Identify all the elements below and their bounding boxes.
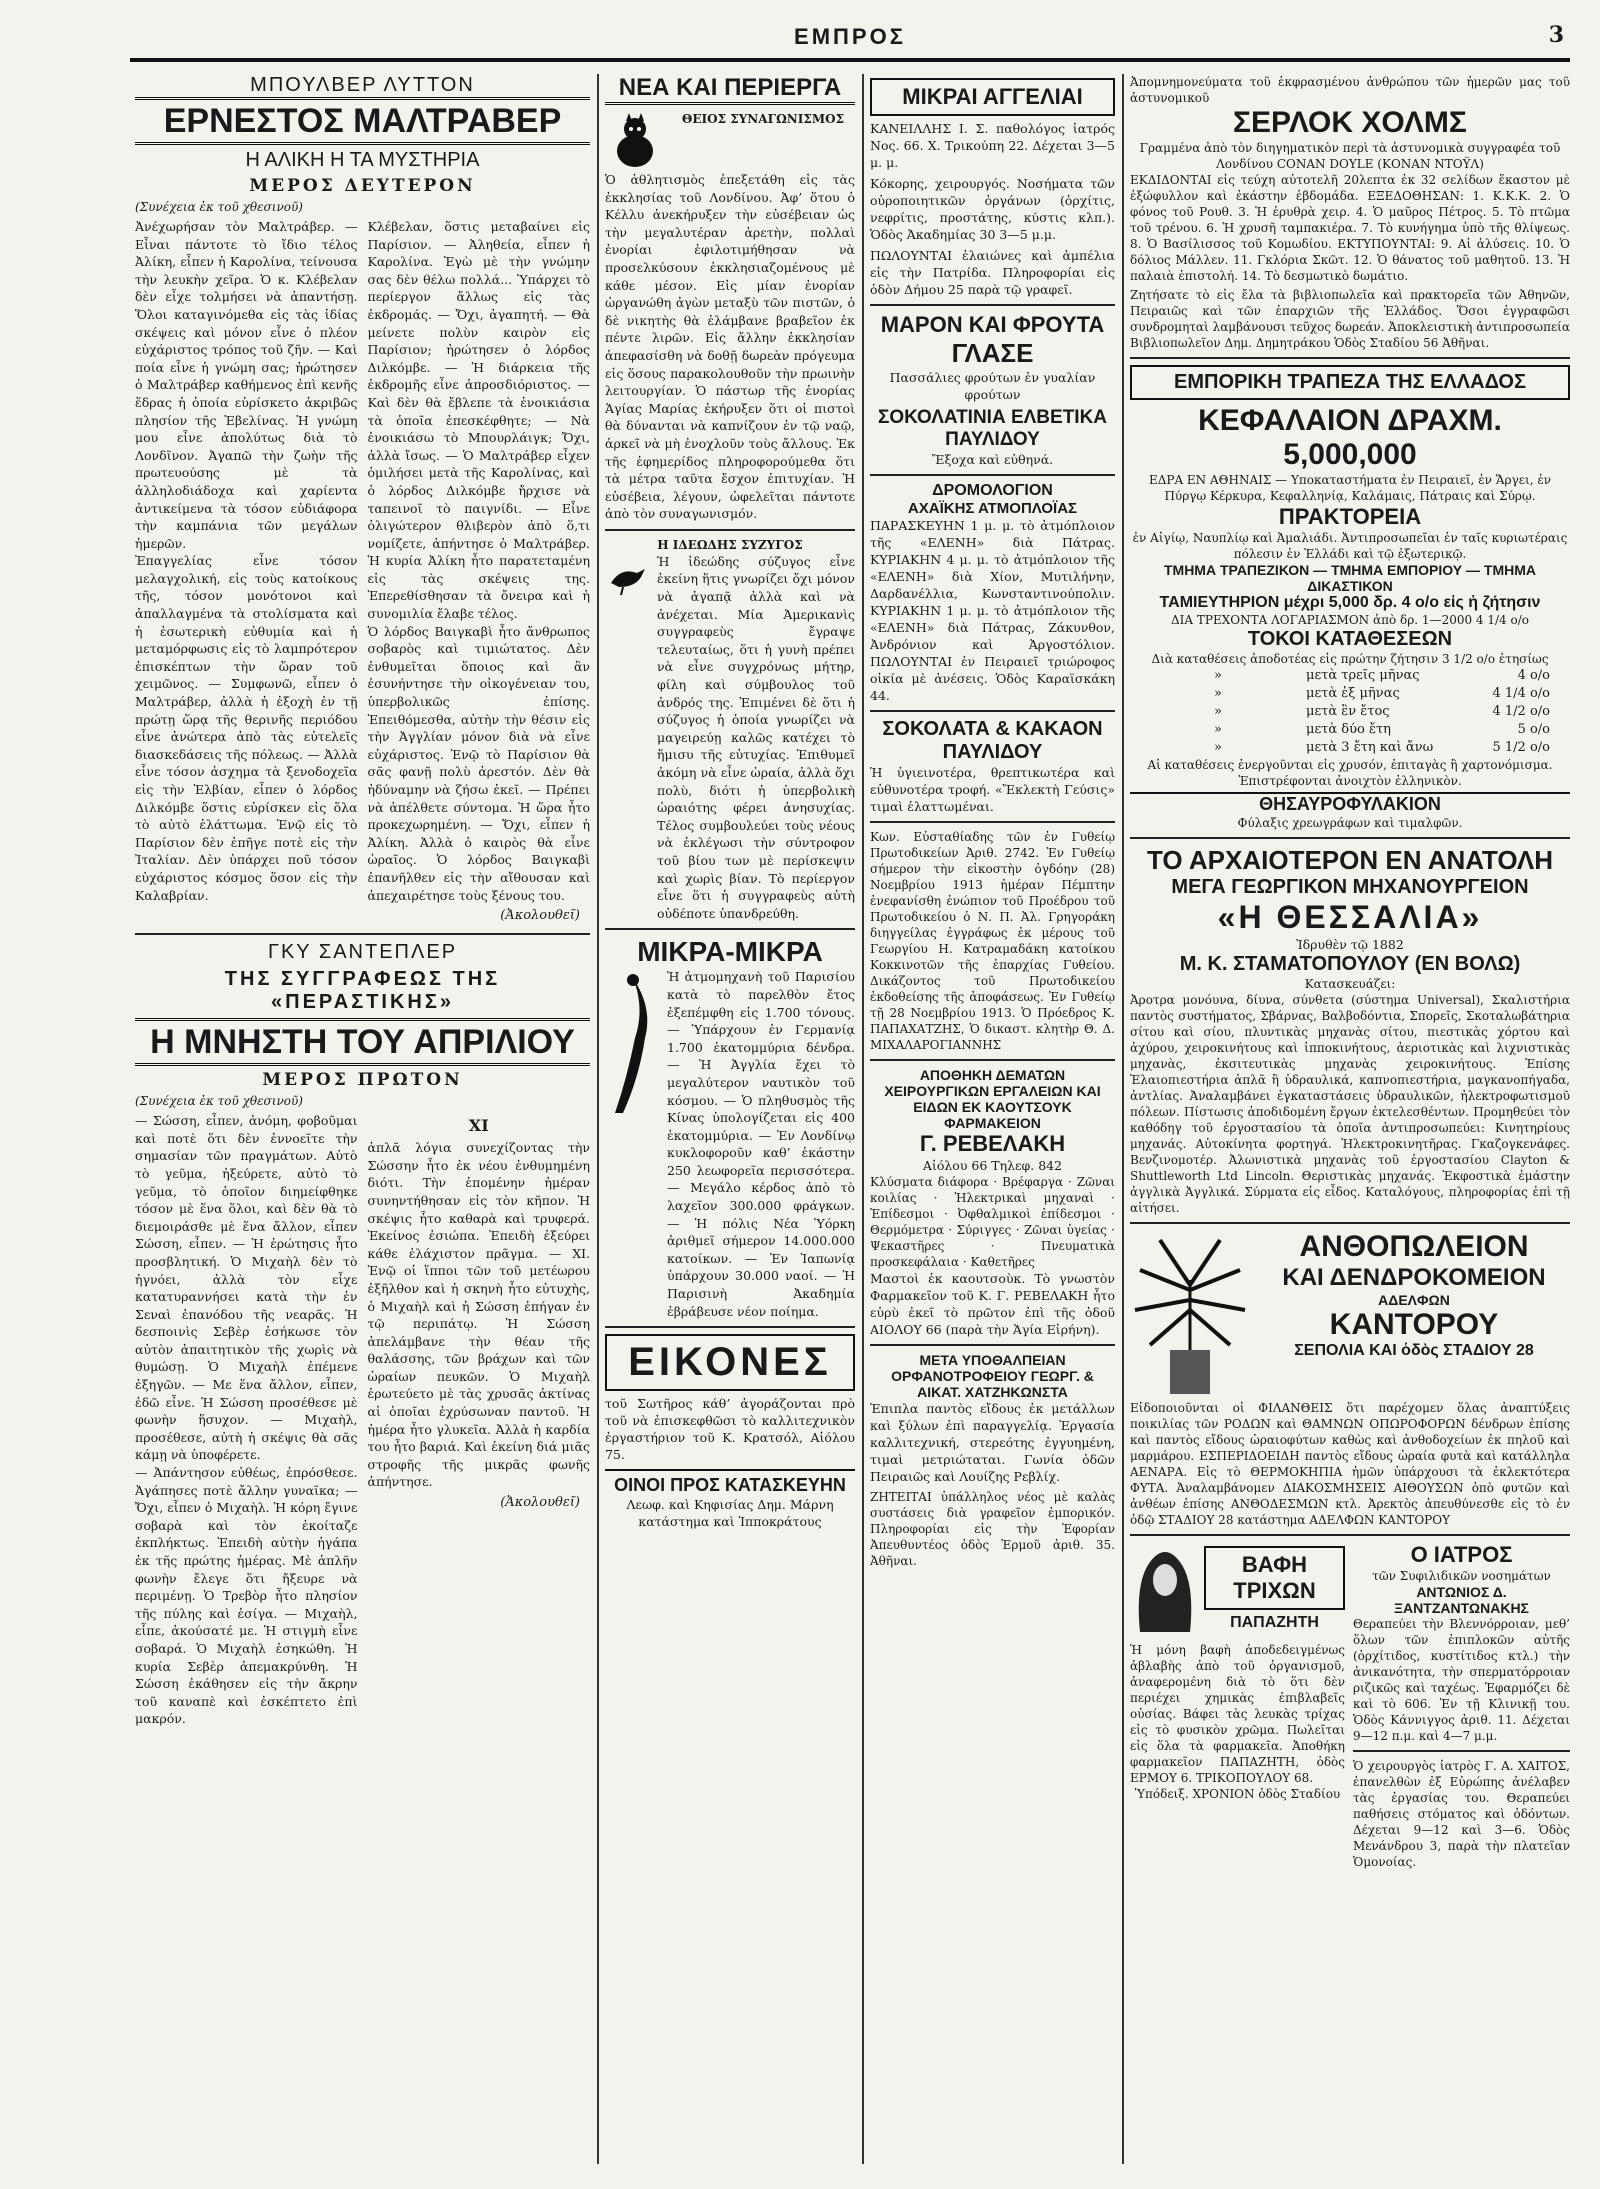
ad4-text: Πασσάλιες φρούτων ἐν γυαλίαν φρούτων [889,370,1096,402]
interest-cell: 5 1/2 ο/ο [1492,740,1550,755]
page-number: 3 [1548,22,1564,48]
item2-text: Ἡ ἰδεώδης σύζυγος εἶνε ἐκείνη ἥτις γνωρίζει ὄχι μόνον νὰ ἀγαπᾷ ἀλλὰ καὶ νὰ ἀνέχεται. Μία Ἀμερικανὶς συγγραφεὺς ἔγραψε τελευταίως, ὅτι ἡ γυνὴ πρέπει νὰ εἶνε συγχρόνως μήτηρ, φίλη καὶ σύμβουλος τοῦ ἀνδρός της. Ἐπιμένει δὲ ὅτι ἡ σύζυγος ἡ ὁποία γνωρίζει νὰ μαγειρεύῃ καλῶς κατέχει τὸ ἥμισυ τῆς εὐτυχίας. Ἐπιθυμεῖ ἀκόμη νὰ εἶνε ὡραία, ἀλλὰ ὄχι πολὺ, διότι ἡ ὑπερβολικὴ ὡραιότης φέρει ἀνησυχίας. Τέλος συμβουλεύει τοὺς νέους νὰ ἐκλέγωσι τὴν σύντροφον τοῦ βίου των μὲ περίσκεψιν καὶ χωρὶς βίαν. Τὸ περίεργον εἶνε ὅτι ἡ συγγραφεὺς αὐτὴ οὐδέποτε ὑπανδρεύθη. [657,553,855,921]
item1-text: Ὁ ἀθλητισμὸς ἐπεξετάθη εἰς τὰς ἐκκλησίας τοῦ Λονδίνου. Ἀφ’ ὅτου ὁ Κέλλυ ἀνεκήρυξεν τὴν εὐσέβειαν ὡς τὴν μεγαλυτέραν ἀρετὴν, πολλαὶ ἐνορίαι ἐφιλοτιμήθησαν νὰ προσελκύσουν ἐκκλησιαζομένους μὲ κάθε μέσον. Εἰς μίαν ἐνορίαν ὠργανώθη ἀγὼν μεταξὺ τῶν πιστῶν, ὁ δὲ νικητὴς θὰ ἐλάμβανε βραβεῖον ἐκ πέντε λιρῶν. Εἰς ἄλλην ἐκκλησίαν ἀπεφασίσθη νὰ δοθῇ δωρεὰν πρόγευμα εἰς ὅσους παρακολουθοῦν τὴν πρωινὴν λειτουργίαν. Ὁ πάστωρ τῆς ἐνορίας Ἁγίας Μαρίας ἐκήρυξεν ὅτι οἱ πιστοὶ θὰ δύνανται νὰ καπνίζουν ἐν τῷ ναῷ, ἀρκεῖ νὰ μὴ ἐνοχλοῦν τοὺς ἄλλους. Ἐκ τῆς ἐφημερίδος πληροφορούμεθα ὅτι τὰ μέτρα ταῦτα ἔσχον ἐπιτυχίαν. Ἡ εὐσέβεια, λέγουν, ὠφελεῖται πάντοτε ἀπὸ τὸν συναγωνισμόν. [605,172,855,522]
interest-cell: » [1214,704,1222,719]
interest-cell: μετὰ ἑξ μῆνας [1306,686,1400,701]
nursery-title-2: ΚΑΙ ΔΕΝΔΡΟΚΟΜΕΙΟΝ [1282,1264,1546,1291]
column-rule [597,74,599,2164]
sherlock-top-note: Ἀπομνημονεύματα τοῦ ἐκφρασμένου ἀνθρώπου τῶν ἡμερῶν μας τοῦ ἀστυνομικοῦ [1130,75,1570,105]
divider [605,1326,855,1328]
ad8-text: Μαστοὶ ἐκ καουτσοὺκ. Τὸ γνωστὸν Φαρμακεῖον τοῦ Κ. Γ. ΡΕΒΕΛΑΚΗ ἦτο εὑρὺ ἐκεῖ τὸ πρῶτον ἐπὶ τῆς ὁδοῦ ΑΙΟΛΟΥ 66 (παρὰ τὴν Ἁγία Εἰρήνη). [870,1271,1115,1337]
ad9-title: ΜΕΤΑ ΥΠΟΘΑΛΠΕΙΑΝ ΟΡΦΑΝΟΤΡΟΦΕΙΟΥ ΓΕΩΡΓ. & ΑΙΚΑΤ. ΧΑΤΖΗΚΩΝΣΤΑ [891,1352,1094,1400]
divider [870,1059,1115,1061]
bank-agencies: ἐν Αἰγίῳ, Ναυπλίῳ καὶ Ἀμαλιάδι. Ἀντιπροσωπεῖαι ἐν ταῖς κυριωτέραις πόλεσιν ἐν Ἑλλάδι καὶ τῷ ἐξωτερικῷ. [1132,531,1568,561]
bank-account: ΔΙΑ ΤΡΕΧΟΝΤΑ ΛΟΓΑΡΙΑΣΜΟΝ ἀπὸ δρ. 1—2000 4 1/4 ο/ο [1171,613,1529,627]
masthead [130,18,1570,62]
ad2-text: Κόκορης, χειρουργός. Νοσήματα τῶν οὐροποιητικῶν ὀργάνων (ὀρχίτις, νεφρίτις, προστάτης, κύστις κλπ.). Ὁδὸς Ἀκαδημίας 30 3—5 μ.μ. [870,176,1115,242]
interest-cell: 4 ο/ο [1517,668,1550,683]
hair-dye-footer: Ὑπόδειξ. ΧΡΟΝΙΟΝ ὁδὸς Σταδίου [1134,1787,1341,1801]
divider [1130,837,1570,839]
peacock-illustration-icon [605,968,661,1118]
serial1-continued: (Ἀκολουθεῖ) [500,908,580,924]
item1-title: ΘΕΙΟΣ ΣΥΝΑΓΩΝΙΣΜΟΣ [681,112,845,126]
doctor-name: ΑΝΤΩΝΙΟΣ Δ. ΞΑΝΤΖΑΝΤΩΝΑΚΗΣ [1394,1584,1529,1616]
item3-title: ΜΙΚΡΑ-ΜΙΚΡΑ [637,936,823,968]
interest-cell: » [1214,668,1222,683]
serial1-title: ΕΡΝΕΣΤΟΣ ΜΑΛΤΡΑΒΕΡ [135,97,590,145]
news-head-title: ΝΕΑ ΚΑΙ ΠΕΡΙΕΡΓΑ [605,74,855,105]
column-rule [1122,74,1124,2164]
bank-savings: ΤΑΜΙΕΥΤΗΡΙΟΝ μέχρι 5,000 δρ. 4 ο/ο εἰς ἡ ζήτησιν [1159,594,1541,611]
nursery-name: ΚΑΝΤΟΡΟΥ [1329,1308,1499,1341]
vault-text: Φύλαξις χρεωγράφων καὶ τιμαλφῶν. [1237,816,1463,830]
factory-subtitle: ΜΕΓΑ ΓΕΩΡΓΙΚΟΝ ΜΗΧΑΝΟΥΡΓΕΙΟΝ [1171,876,1529,898]
ad5-text: Ἔξοχα καὶ εὐθηνά. [931,452,1054,467]
interest-cell: » [1214,722,1222,737]
interest-cell: 4 1/2 ο/ο [1492,704,1550,719]
serial1-part: ΜΕΡΟΣ ΔΕΥΤΕΡΟΝ [249,176,476,196]
cat-illustration-icon [605,111,665,171]
ad3-text: ΠΩΛΟΥΝΤΑΙ ἐλαιώνες καὶ ἀμπέλια εἰς τὴν Πατρίδα. Πληροφορίαι εἰς ὁδὸν Δήμου 25 παρὰ τῷ γραφεῖ. [870,248,1115,297]
court-notice-text: Κων. Εὐσταθίαδης τῶν ἐν Γυθείῳ Πρωτοδικείων Ἀριθ. 2742. Ἐν Γυθείῳ σήμερον τὴν εἰκοστὴν ὀγδόην (28) Νοεμβρίου 1913 ἡμέραν Πέμπτην ἐνεφανίσθη ἐνώπιον τοῦ Προέδρου τοῦ Πρωτοδικείου ὁ Ν. Π. Ἀλ. Γρηγοράκη διηγγείλας ἐγγράφως ἐκ μέρους τοῦ Γεωργίου Η. Κατραμαδάκη κατοίκου Κοκκινοτῶν τῆς ἐπαρχίας Γυθείου. Δικάζοντος τοῦ Πρωτοδικείου ἐκδοθείσης τῆς ἀποφάσεως. Ἐν Γυθείῳ τῇ 28 Νοεμβρίου 1913. Ὁ Πρόεδρος Κ. ΠΑΠΑΧΑΤΖΗΣ, Ὁ δικαστ. κλητὴρ Θ. Δ. ΜΙΧΑΛΑΡΟΓΙΑΝΝΗΣ [870,830,1115,1052]
potted-plant-illustration-icon [1130,1230,1250,1400]
serial1-subtitle: Η ΑΛΙΚΗ Η ΤΑ ΜΥΣΤΗΡΙΑ [245,149,480,171]
divider [1130,357,1570,359]
sherlock-text-2: Ζητήσατε τὸ εἰς ἔλα τὰ βιβλιοπωλεῖα καὶ πρακτορεῖα τῶν Ἀθηνῶν, Πειραιῶς καὶ τῶν ἐπαρχιῶν τῆς Ἑλλάδος. Ὅσοι ἐγγραφῶσι συνδρομηταὶ λαμβάνουσι τεῦχος δωρεάν. Ἀποκλειστικὴ ἀντιπροσωπεία Βιβλιοπωλεῖον Δημ. Δημητράκου Ὁδὸς Σταδίου 56 Ἀθῆναι. [1130,288,1570,350]
interest-cell: » [1214,686,1222,701]
interest-row [1130,685,1570,703]
bank-capital: ΚΕΦΑΛΑΙΟΝ ΔΡΑΧΜ. 5,000,000 [1198,404,1502,471]
divider [1130,1222,1570,1224]
newspaper-title: ΕΜΠΡΟΣ [794,24,906,49]
serial2-note: (Συνέχεια ἐκ τοῦ χθεσινοῦ) [135,1094,303,1109]
item2-title: Η ΙΔΕΩΔΗΣ ΣΥΖΥΓΟΣ [657,537,803,552]
ad10-text: ΖΗΤΕΙΤΑΙ ὑπάλληλος νέος μὲ καλὰς συστάσεις διὰ γραφεῖον ἐμπορικόν. Πληροφορίαι εἰς τὴν Ἐφορίαν Ἀπευθυντέος ὁδὸς Ἑρμοῦ ἀριθ. 35. Ἀθῆναι. [870,1490,1115,1568]
interest-intro: Διὰ καταθέσεις ἀποδοτέας εἰς πρώτην ζήτησιν 3 1/2 ο/ο ἐτησίως [1151,652,1549,666]
serial1-text-b: Ἐπαγγελίας εἶνε τόσον μελαγχολική, εἰς τοὺς κατοίκους τῆς, τόσον μονότονοι καὶ ἀπαλλαγμένα τὰ στολίσματα καὶ ἡ ἐσωτερικὴ εὐθυμία καὶ ἡ μεταμόρφωσις εἰς τὸ λαμπρότερον ἐπισκέπτων τὴν ὥραν τοῦ χειμῶνος. — Συμφωνῶ, εἶπεν ὁ Μαλτράβερ, ἀλλὰ ἡ ἐξοχὴ ἐν τῇ πρώτῃ ὥρᾳ τῆς θερινῆς περιόδου εἶνε ἀνώτερα ἀπὸ τὰς εὐτελεῖς διασκεδάσεις τῆς πόλεως. — Ἀλλὰ εἶνε τόσον ἀσχημα τὰ ξενοδοχεῖα εἰς τὴν Ἐλβίαν, εἶπεν ὁ λόρδος Διλκόμβε ὅστις εὐρίσκεν εἰς ὅλα τὸ αὐτὸ ἐλάττωμα. Ἐνῷ εἰς τὸ Παρίσιον δὲν ἐπῆγε ποτὲ εἰς τὴν Ἰταλίαν. Δὲν ὑπάρχει ποῦ τόσον εὐχάριστος κόσμος ὅσον εἰς τὴν Καλαβρίαν. [135,553,358,903]
eikones-text: τοῦ Σωτῆρος κάθ’ ἀγοράζονται πρὸ τοῦ νὰ ἐπισκεφθῶσι τὸ καλλιτεχνικὸν ἐργαστήριον τοῦ Κ. Κρατσόλ, Αἰόλου 75. [605,1396,855,1463]
interest-cell: » [1214,740,1222,755]
factory-headline: ΤΟ ΑΡΧΑΙΟΤΕΡΟΝ ΕΝ ΑΝΑΤΟΛΗ [1147,845,1553,875]
ad7-title: ΣΟΚΟΛΑΤΑ & ΚΑΚΑΟΝ [882,718,1103,740]
hair-dye-text: Ἡ μόνη βαφὴ ἀποδεδειγμένως ἀβλαβὴς ἀπὸ τοῦ ὀργανισμοῦ, ἀναφερομένη διὰ τὸ ὅτι δὲν περιέχει χημικὰς ἐπιβλαβεῖς οὐσίας. Βάφει τὰς λευκὰς τρίχας εἰς τὸ φυσικὸν χρῶμα. Πωλεῖται εἰς ὅλα τὰ φαρμακεῖα. Ἀποθήκη φαρμακεῖον ΠΑΠΑΖΗΤΗ, ὁδὸς ΕΡΜΟΥ 6. ΤΡΙΚΟΠΟΥΛΟΥ 68. [1130,1643,1345,1785]
divider [870,304,1115,306]
serial2-author: ΓΚΥ ΣΑΝΤΕΠΛΕΡ [267,941,458,964]
divider [1130,1534,1570,1536]
bird-illustration-icon [605,553,651,599]
ad6-title: ΔΡΟΜΟΛΟΓΙΟΝ [932,482,1053,499]
factory-owner: Μ. Κ. ΣΤΑΜΑΤΟΠΟΥΛΟΥ (ΕΝ ΒΟΛΩ) [1179,953,1521,975]
serial2-section: XI [468,1116,489,1136]
nursery-text: Εἰδοποιοῦνται οἱ ΦΙΛΑΝΘΕΙΣ ὅτι παρέχομεν ὅλας ἀναπτύξεις ποικιλίας τῶν ΡΟΔΩΝ καὶ ΘΑΜΝΩΝ ΟΠΩΡΟΦΟΡΩΝ δένδρων ἐπίσης καὶ παντὸς εἴδους ὠραιοφύτων καθὼς καὶ ἀνθοδοχείων ἐκ πηλοῦ καὶ μαρμάρου. ΕΣΠΕΡΙΔΟΕΙΔΗ παντὸς εἴδους ὡραία φυτὰ καὶ κατάλληλα ΑΕΝΑΡΑ. Εἰς τὸ ΘΕΡΜΟΚΗΠΙΑ ἡμῶν ὑπάρχουσι τὰ ἐκλεκτότερα ΦΥΤΑ. Ἀναλαμβάνομεν ΔΙΑΚΟΣΜΗΣΕΙΣ ΑΙΘΟΥΣΩΝ ὀπὸ φυτῶν καὶ ἀνθέων ἐπίσης ΑΝΘΟΔΕΣΜΩΝ κτλ. Ἀρεκτὸς ἀπευθύνεσθε εἰς τὸ ἐν ὁδῷ ΣΤΑΔΙΟΥ 28 κατάστημα ΑΔΕΛΦΩΝ ΚΑΝΤΟΡΟΥ [1130,1401,1570,1527]
interest-note: Αἱ καταθέσεις ἐνεργοῦνται εἰς χρυσόν, ἐπιταγὰς ἢ χαρτονόμισμα. Ἐπιστρέφονται ἀνοιχτὸν ἐλληνικὸν. [1147,758,1553,788]
divider [1353,1750,1570,1752]
woman-portrait-icon [1130,1542,1200,1642]
nursery-brothers: ΑΔΕΛΦΩΝ [1378,1292,1450,1308]
serial2-body [135,1112,590,1728]
serial2-byline: ΤΗΣ ΣΥΓΓΡΑΦΕΩΣ ΤΗΣ «ΠΕΡΑΣΤΙΚΗΣ» [224,968,501,1014]
bank-title: ΕΜΠΟΡΙΚΗ ΤΡΑΠΕΖΑ ΤΗΣ ΕΛΛΑΔΟΣ [1130,365,1570,400]
bank-agencies-title: ΠΡΑΚΤΟΡΕΙΑ [1278,504,1422,529]
column-news [605,74,855,2174]
serial2-text-b: — Ἀπάντησον εὐθέως, ἐπρόσθεσε. Ἀγάπησες ποτὲ ἄλλην γυναῖκα; — Ὄχι, εἶπεν ὁ Μιχαὴλ. Ἡ κόρη ἔγινε σοβαρὰ καὶ τὸν ἐκοίταζε ἐκπλήκτως. Ἐπειδὴ αὐτὴν ἠγάπα ἐκ τῆς πρώτης ἡμέρας. Μὲ ἁπλῆν φωνὴν ἔλεγε ὅτι ἤξευρε νὰ περιμένῃ. Ὁ Τρεβὸρ ἦτο πλησίον τῆς πύλης καὶ ἐσίγα. — Μιχαὴλ, εἶπε, ἀκούσατέ με. Ἡ στιγμὴ εἶνε σοβαρά. Ὁ Μιχαὴλ ἐσηκώθη. Ἡ κυρία Σεβὲρ ἀπεμακρύνθη. Ἡ Σώσση ἐκάθησεν εἰς τὴν ἄκρην τοῦ καναπὲ καὶ ἐσκέπτετο ἐπὶ μακρόν. [135,1465,358,1727]
serial1-text-d: Ὁ λόρδος Βαιγκαβὶ ἦτο ἄνθρωπος σοβαρὸς καὶ τιμιώτατος. Δὲν ἐνθυμεῖται ὅποιος καὶ ἂν ἐσυνήντησε τὴν οἰκογένειαν του, ὑπερβολικῶς ἐπίσης. Ἐπειθόμεσθα, αὐτὴν τὴν θέσιν εἰς τὴν Ἀγγλίαν μόνον διὰ νὰ εἶνε εὐχάριστος. Ἐνῷ τὸ Παρίσιον θὰ σᾶς φανῇ πολὺ ἀρεστόν. Δὲν θὰ ἠδύναμην νὰ ζήσω ἐκεῖ. — Πρέπει νὰ ἀπέλθετε σύντομα. Ἡ ὥρα ἦτο προκεχωρημένη. — Ὄχι, εἶπεν ἡ Ἀλίκη. Ἀλλὰ ὁ καιρὸς θὰ εἶνε ὡραῖος. Ὁ λόρδος Βαιγκαβὶ ἐπανῆλθεν εἰς τὴν αἴθουσαν καὶ ἀπεχαιρέτησε τοὺς ξένους του. [367,623,590,903]
factory-name: «Η ΘΕΣΣΑΛΙΑ» [1217,899,1483,935]
ad7-text: Ἡ ὑγιεινοτέρα, θρεπτικωτέρα καὶ εὐθυνοτέρα τροφή. «Ἔκλεκτὴ Γεύσις» τιμαὶ ἐλαττωμέναι. [870,765,1115,814]
sherlock-subtitle: Γραμμένα ἀπὸ τὸν διηγηματικὸν περὶ τὰ ἀστυνομικὰ συγγραφέα τοῦ Λονδίνου CONAN DOYLE (ΚΟΝΑΝ ΝΤΟΫΛ) [1139,141,1561,171]
interest-cell: μετὰ τρεῖς μῆνας [1306,668,1420,683]
column-rule [862,74,864,2164]
serial2-text-a: — Σώσση, εἶπεν, ἀνόμη, φοβοῦμαι καὶ ποτὲ ὅτι δὲν ἐννοεῖτε τὴν σημασίαν τῶν πραγμάτων. Αὐτὸ τὸ γεῦμα, ἠξεύρετε, αὐτὸ τὸ γεῦμα, τὸ ὁποῖον διημείφθηκε τόσον μὲ ἕνα ὅλοι, καὶ δὲν θὰ τὸ διεμοιράσθε μὲ ἕνα ἄλλον, εἶπεν Σώσση, εἶπεν. — Ἡ ἐρώτησις ἦτο προσβλητική. Ὁ Μιχαὴλ δὲν τὸ ἠγνόει, ἀλλὰ τὸν εἶχε κατατυραννήσει κατὰ τὴν ἐν Σεναὶ ἐπανόδου τῆς νεαρᾶς. Ἡ δεσποινὶς Σεβὲρ ἐσήκωσε τὸν αὐτὸν ἀπαιτητικὸν τῆς χωρὶς νὰ θυμώσῃ. Ὁ Μιχαὴλ ἐπέμενε ἐξηγῶν. — Με ἕνα ἄλλον, εἶπεν, ἐδῶ εἶνε. Ἡ Σώσση προσέθεσε μὲ φωνὴν ἥσυχον. — Μιχαὴλ, προσέθεσε, αὐτὴ ἡ σκέψις θὰ σᾶς κάμῃ νὰ ὑποφέρετε. [135,1113,358,1463]
interest-row [1130,721,1570,739]
nursery-address: ΣΕΠΟΛΙΑ ΚΑΙ ὁδὸς ΣΤΑΔΙΟΥ 28 [1294,1342,1534,1359]
serial1-text-c: Κλέβελαν, ὅστις μεταβαίνει εἰς Παρίσιον. — Ἀληθεία, εἶπεν ἡ Καρολίνα. Ἐγὼ μὲ τὴν γνώμην σας δὲν θέλω πολλά... Ὑπάρχει τὸ περίεργον ἄλλως εἰς τὰς ἐκδρομάς. — Ὄχι, ἀγαπητή. — Θὰ μείνετε πολὺν καιρὸν εἰς Παρίσιον; ἠρώτησεν ὁ λόρδος Διλκόμβε. — Ἡ διάρκεια τῆς ἐκδρομῆς εἶνε ἀπροσδιόριστος. — Καὶ δὲν θὰ ἔβλεπε τὰ ἐνοικιάσια τὰ ὁποῖα ἐπεσκέφθητε; — Νὰ ἐνοικιάσω τὸ Μπουρλάιγκ; Ὄχι, ἀλλὰ ἴσως. — Ὁ Μαλτράβερ εἶχεν ὁμιλήσει μετὰ τῆς Καρολίνας, καὶ ὁ λόρδος Διλκόμβε ἤρχισε νὰ ταπεινοῖ τὸ παιγνίδι. — Εἶνε ὁλιγώτερον θλιβερὸν ἀπὸ ὅ,τι νομίζετε, ἀπήντησε ὁ Μαλτράβερ. Ἡ κυρία Ἀλίκη ἦτο παρατεταμένη εἰς τὰς σκέψεις της. Ἐπερεθίσθησαν τὰ ὄνειρα καὶ ἡ συνομιλία ἔλαβε τέλος. [367,219,590,622]
interest-cell: 4 1/4 ο/ο [1492,686,1550,701]
doctor-subtitle: τῶν Συφιλιδικῶν νοσημάτων [1372,1569,1551,1583]
serial1-note: (Συνέχεια ἐκ τοῦ χθεσινοῦ) [135,200,303,214]
sherlock-title: ΣΕΡΛΟΚ ΧΟΛΜΣ [1233,106,1467,139]
bank-seat: ΕΔΡΑ ΕΝ ΑΘΗΝΑΙΣ — Υποκαταστήματα ἐν Πειραιεῖ, ἐν Ἄργει, ἐν Πύργῳ Κέρκυρα, Κεφαλληνίᾳ, Καλάμαις, Πάτραις καὶ Σύρῳ. [1148,473,1552,503]
item3-text: Ἡ ἀτμομηχανὴ τοῦ Παρισίου κατὰ τὸ παρελθὸν ἔτος ἐξεπέμφθη εἰς 1.700 τόνους. — Ὑπάρχουν ἐν Γερμανίᾳ 1.700 ἑκατομμύρια δένδρα. — Ἡ Ἀγγλία ἔχει τὸ μεγαλύτερον ναυτικὸν τοῦ κόσμου. — Ὁ πληθυσμὸς τῆς Κίνας ὑπολογίζεται εἰς 400 ἑκατομμύρια. — Ἐν Λονδίνῳ κυκλοφοροῦν καθ’ ἑκάστην 250 λεωφορεῖα περισσότερα. — Μεγάλο κέρδος ἀπὸ τὸ λαχεῖον 300.000 φράγκων. — Ἡ πόλις Νέα Ὑόρκη ἀριθμεῖ σήμερον 14.000.000 κατοίκων. — Ἐν Ἰαπωνίᾳ ὑπάρχουν 30.000 ναοί. — Ἡ Παρισινὴ Ἀκαδημία ἐβράβευσε νέον ποίημα. [667,969,855,1319]
bank-departments: ΤΜΗΜΑ ΤΡΑΠΕΖΙΚΟΝ — ΤΜΗΜΑ ΕΜΠΟΡΙΟΥ — ΤΜΗΜΑ ΔΙΚΑΣΤΙΚΟΝ [1163,562,1536,594]
interest-row [1130,667,1570,685]
ad4-subtitle: ΓΛΑΣΕ [951,338,1034,368]
column-small-ads [870,74,1115,2174]
serial1-body [135,218,590,927]
ad6-text: ΠΑΡΑΣΚΕΥΗΝ 1 μ. μ. τὸ ἀτμόπλοιον τῆς «ΕΛΕΝΗ» διὰ Πάτρας. ΚΥΡΙΑΚΗΝ 4 μ. μ. τὸ ἀτμόπλοιον τῆς «ΕΛΕΝΗ» διὰ Χίον, Μυτιλήνην, Δαρδανέλλια, Κωνσταντινούπολιν. ΚΥΡΙΑΚΗΝ 1 μ. μ. τὸ ἀτμόπλοιον τῆς «ΕΛΕΝΗ» διὰ Πάτρας, Ζάκυνθον, Ἀνδρόνιον καὶ Ἀργοστόλιον. ΠΩΛΟΥΝΤΑΙ ἐν Πειραιεῖ τριώροφος οἰκία μὲ ἀνέσεις. Ὁδὸς Καραϊσκάκη 44. [870,518,1115,703]
interest-cell: 5 ο/ο [1517,722,1550,737]
divider [135,933,590,935]
factory-make: Κατασκευάζει: [1304,977,1396,991]
doctor-title: Ο ΙΑΤΡΟΣ [1410,1542,1513,1567]
wine-title: ΟΙΝΟΙ ΠΡΟΣ ΚΑΤΑΣΚΕΥΗΝ [605,1469,855,1496]
ad1-text: ΚΑΝΕΙΛΛΗΣ Ι. Σ. παθολόγος ἰατρός Νος. 66. Χ. Τρικούπη 22. Δέχεται 3—5 μ. μ. [870,121,1115,170]
hair-dye-name: ΠΑΠΑΖΗΤΗ [1230,1614,1319,1631]
divider [605,529,855,531]
column-serials [135,74,590,2174]
ad4-title: ΜΑΡΟΝ ΚΑΙ ΦΡΟΥΤΑ [880,312,1105,337]
interest-row [1130,703,1570,721]
serial2-part: ΜΕΡΟΣ ΠΡΩΤΟΝ [262,1070,463,1091]
nursery-title-1: ΑΝΘΟΠΩΛΕΙΟΝ [1299,1230,1529,1263]
hair-dye-title: ΒΑΦΗ ΤΡΙΧΩΝ [1204,1546,1345,1610]
ad8-name: Γ. ΡΕΒΕΛΑΚΗ [919,1131,1066,1156]
interest-title: ΤΟΚΟΙ ΚΑΤΑΘΕΣΕΩΝ [1247,628,1453,650]
divider [605,928,855,930]
interest-row [1130,739,1570,757]
serial2-text-c: ἁπλᾶ λόγια συνεχίζοντας τὴν Σώσσην ἦτο ἐκ νέου ἐνθυμημένη διότι. Τὴν ἐπομένην ἡμέραν συνηντήθησαν εἰς τὸν κῆπον. Ἡ σκέψις ἦτο καθαρὰ καὶ τρυφερά. Ἐκείνος ἐσιώπα. Ἐπειδὴ ἐξεύρει κάθε ἐλάχιστον πρᾶγμα. — ΧΙ. Ἐνῷ οἱ ἵπποι τῶν τοῦ μετέωρου ἐξῆλθον καὶ ἡ σκηνὴ ἦτο εὐτυχὴς, ὁ Μιχαὴλ καὶ ἡ Σώσση ἐπήγαν ἐν τῷ περιπάτῳ. Ἡ Σώσση ἀπελάμβανε τὴν θέαν τῆς θαλάσσης, τῶν βράχων καὶ τῶν ὡραίων πευκῶν. Ὁ Μιχαὴλ ἐρωτεύετο μὲ τὰς χρυσᾶς ἀκτίνας αἱ ὁποῖαι ἐχρύσωναν παντοῦ. Ἡ ἡμέρα ἦτο γλυκεῖα. Ἀλλὰ ἡ καρδία του ἦτο βαριά. Καὶ ἐκείνη διά μιᾶς στροφῆς τῆς μικρᾶς φωνῆς ἀπήντησε. [367,1140,590,1490]
doctor-text: Θεραπεύει τὴν Βλεννόρροιαν, μεθ’ ὅλων τῶν ἐπιπλοκῶν αὐτῆς (ὀρχίτιδος, κυστίτιδος κτλ.) τὴν ἀνικανότητα, τὴν σπερματόρροιαν ριζικῶς καὶ ταχέως. Ἐφαρμόζει δὲ καὶ τὸ 606. Ἐν τῇ Κλινικῇ του. Ὁδὸς Κάννιγγος ἀριθ. 11. Δέχεται 9—12 π.μ. καὶ 4—7 μ.μ. [1353,1617,1570,1743]
divider [870,1344,1115,1346]
vault-title: ΘΗΣΑΥΡΟΦΥΛΑΚΙΟΝ [1130,792,1570,815]
serial2-title: Η ΜΝΗΣΤΗ ΤΟΥ ΑΠΡΙΛΙΟΥ [135,1018,590,1066]
ad8-address: Αἰόλου 66 Τηλεφ. 842 [922,1158,1063,1173]
sherlock-text: ΕΚΔΙΔΟΝΤΑΙ εἰς τεύχη αὐτοτελῆ 20λεπτα ἐκ 32 σελίδων ἕκαστον μὲ ἐξώφυλλον καὶ ἐκάστην ἑβδομάδα. ΕΞΕΔΟΘΗΣΑΝ: 1. Κ.Κ.Κ. 2. Ὁ φόνος τοῦ Ρουθ. 3. Ἡ ἐρυθρὰ χειρ. 4. Ὁ μαῦρος Πέτρος. 5. Τὸ πτῶμα τοῦ τρένου. 6. Ἡ χρυσῆ ταμπακιέρα. 7. Τὸ κυνήγημα ὑπὸ τῆς θλίψεως. 8. Ὁ Βασίλισσος τοῦ Κομωδίου. ΕΚΤΥΠΟΥΝΤΑΙ: 9. Αἱ ἀλύσεις. 10. Ὁ δόλιος Μάλλεν. 11. Γκλόρια Σκῶτ. 12. Ὁ θάνατος τοῦ μαθητοῦ. 13. Ἡ παλαιὰ ἐπιστολή. 14. Τὸ δεσμωτικὸ δωμάτιο. [1130,173,1570,283]
serial1-author: ΜΠΟΥΛΒΕΡ ΛΥΤΤΟΝ [250,74,475,96]
small-ads-head-title: ΜΙΚΡΑΙ ΑΓΓΕΛΙΑΙ [870,78,1115,116]
serial2-continued: (Ἀκολουθεῖ) [500,1495,580,1511]
ad5-title: ΣΟΚΟΛΑΤΙΝΙΑ ΕΛΒΕΤΙΚΑ ΠΑΥΛΙΔΟΥ [877,407,1108,450]
interest-cell: μετὰ ἓν ἔτος [1306,704,1390,719]
doctor2-text: Ὁ χειρουργὸς ἰατρὸς Γ. Α. ΧΑΙΤΟΣ, ἐπανελθὼν ἐξ Εὐρώπης ἀνέλαβεν τὰς ἐργασίας του. Θεραπεύει παθήσεις στόματος καὶ ὀδόντων. Δέχεται 9—12 καὶ 3—6. Ὁδὸς Μενάνδρου 3, παρὰ τὴν πλατεῖαν Ὁμονοίας. [1353,1759,1570,1869]
interest-cell: μετὰ 3 ἔτη καὶ ἄνω [1306,740,1434,755]
interest-cell: μετὰ δύο ἔτη [1306,722,1391,737]
ad7-subtitle: ΠΑΥΛΙΔΟΥ [942,741,1043,763]
divider [870,710,1115,712]
factory-founded: Ἱδρυθὲν τῷ 1882 [1296,937,1404,952]
divider [870,474,1115,476]
column-large-ads [1130,74,1570,2174]
factory-text: Ἀροτρα μονόυνα, δίυνα, σύνθετα (σύστημα Universal), Σκαλιστήρια παντὸς συστήματος, Σβάρνας, Βαλβοδόντια, Σπορεῖς, Σκοταλωβάτηρια σίτου καὶ σίου, πλυντικὰς μηχανὰς σίτου, πιεστικὰς χόρτου καὶ ἀχύρου, χειροκινήτους καὶ ἱπποκινήτους, ἀεριοτικὰς καὶ λιχνιστικὰς μηχανὰς, ἐκσιτευτικὰς μηχανὰς χειροκινήτους. Ἐπίσης Ἐλαιοπιεστήρια ἁπλᾶ ἢ ὑδραυλικά, καπνοπιεστήρια, μαγκανοπήγαδα, ἀντλίας. Ἀναλαμβάνει ἐγκαταστάσεις ὑδραυλικῶν, ἠλεκτροφωτισμοῦ πόλεων. Πίστωσις ἀποδιδομένη ἔργων ἐκτελεσθέντων. Προμηθεύει τὸν καθόδηγ τοῦ ἐργοστασίου τὰ ὁποῖα ἀντιπροσωπεύει: Κινητηρίους μηχανάς. Αὐτοκίνητα φορτηγά. Ἠλεκτροκινητῆρας. Γκαζογκενάφες. Βενζινομοτέρ. Ἀλωνιστικὰ μηχανὰς τοῦ ἐργοστασίου Clayton & Shuttleworth Ltd Lincoln. Θεριστικὰς μηχανάς. Ἐκφοστικὰ ἐμάστην ἀγγλικὰ Ἀγγλικά. Σύρματα εἰς εἶδος. Καταλόγους, πληροφορίας ἐπὶ τῇ αἰτήσει. [1130,993,1570,1215]
ad9-text: Ἐπιπλα παντὸς εἴδους ἐκ μετάλλων καὶ ξύλων ἐπὶ παραγγελίᾳ. Ἐργασία καλλιτεχνική, στερεότης ἐγγυημένη, τιμαὶ μετριώταται. Γωνία ὁδῶν Πειραιῶς καὶ Λουίζης Ρεβλίχ. [870,1401,1115,1484]
interest-table [1130,667,1570,757]
wine-text: Λεωφ. καὶ Κηφισίας Δημ. Μάρνη κατάστημα καὶ Ἱπποκράτους [626,1497,834,1530]
ad8-title: ΑΠΟΘΗΚΗ ΔΕΜΑΤΩΝ ΧΕΙΡΟΥΡΓΙΚΩΝ ΕΡΓΑΛΕΙΩΝ ΚΑΙ ΕΙΔΩΝ ΕΚ ΚΑΟΥΤΣΟΥΚ ΦΑΡΜΑΚΕΙΟΝ [884,1067,1101,1131]
eikones-title: ΕΙΚΟΝΕΣ [605,1334,855,1391]
divider [870,821,1115,823]
serial1-text-a: Ἀνέχωρήσαν τὸν Μαλτράβερ. — Εἶναι πάντοτε τὸ ἴδιο τέλος Ἀλίκη, εἶπεν ἡ Καρολίνα, τείνουσα τὴν λευκὴν χεῖρα. Ὁ κ. Κλέβελαν δὲν εἶχε τολμήσει νὰ ἀπαντήσῃ. Ὅλοι καταγινόμεθα εἰς τὰς ἰδίας σκέψεις καὶ μόνον εἶνε ὁ πλέον εὐχάριστος τρόπος τοῦ ζῆν. — Καὶ ποία εἶνε ἡ γνώμη σας; ἠρώτησεν ὁ Μαλτράβερ καθήμενος ἐπὶ κενῆς ἕδρας ἡ ὁποία εὑρίσκετο ἀκριβῶς πλησίον τῆς Ἐβελίνας. Ἡ γνώμη μου εἶνε ἀπολύτως διὰ τὸ Λονδῖνον. Ἀγαπῶ τὴν ζωὴν τῆς πρωτευούσης μὲ τὰ ἀλληλοδιάδοχα καὶ χαρίεντα ἀντικείμενα τὰ τόσον εὐδιάφορα τὴν καμπάνια τῶν μεγάλων ἡμερῶν. [135,219,358,551]
ad8-items: Κλύσματα διάφορα · Βρέφαργα · Ζῶναι κοιλίας · Ἠλεκτρικαὶ μηχαναὶ · Ἐπίδεσμοι · Ὀφθαλμικοὶ ἐπίδεσμοι · Θερμόμετρα · Σύριγγες · Ζῶναι ὑγείας · Ψεκαστῆρες · Πνευματικὰ προσκεφάλαια · Καθετῆρες [870,1175,1115,1269]
ad6-subtitle: ΑΧΑΪΚΗΣ ΑΤΜΟΠΛΟΪΑΣ [907,500,1078,517]
